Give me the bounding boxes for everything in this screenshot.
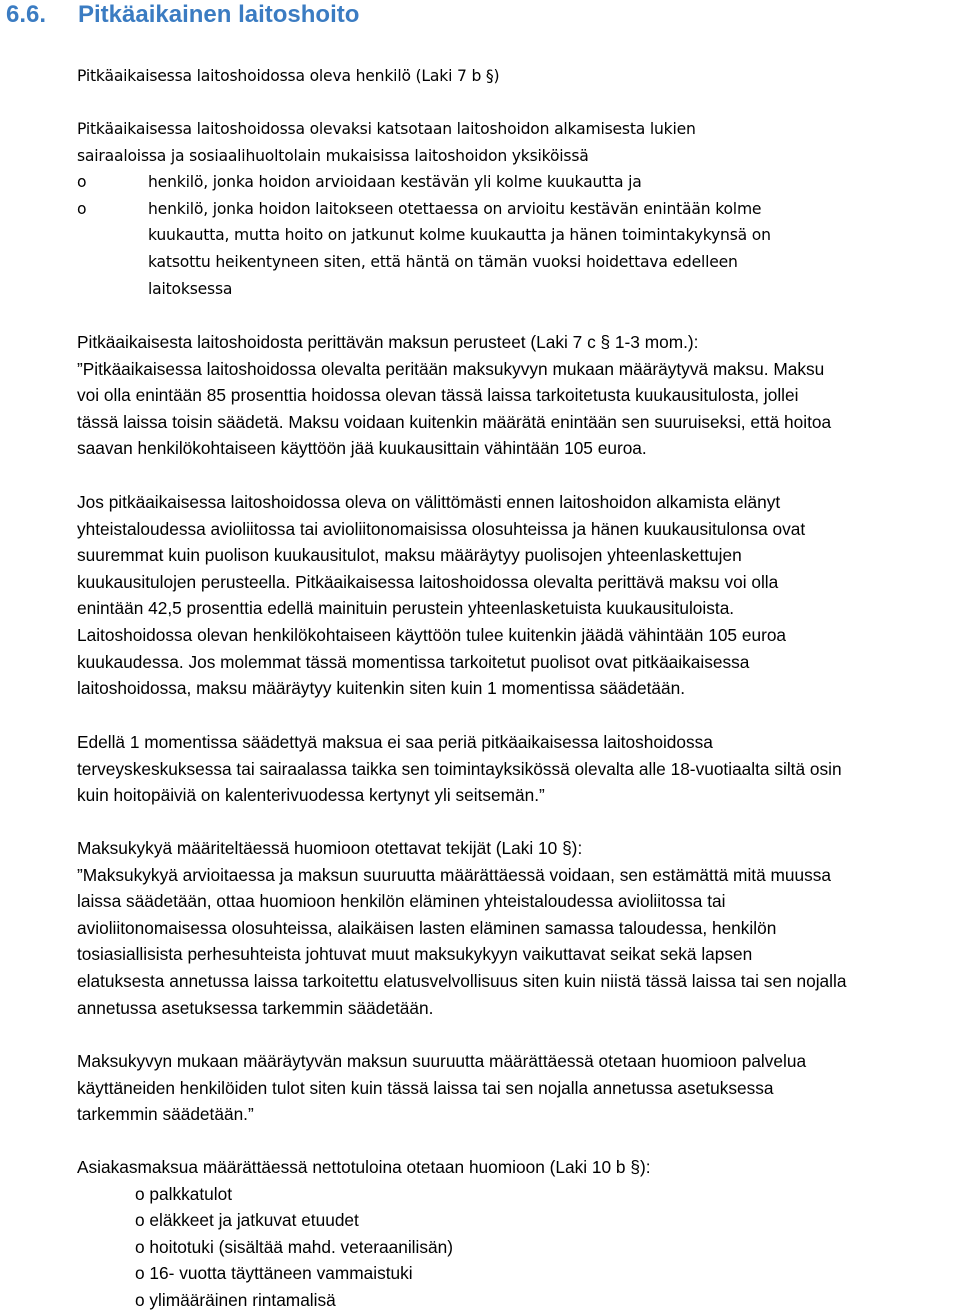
bullet-text: henkilö, jonka hoidon arvioidaan kestävän yli kolme kuukautta ja <box>148 173 642 192</box>
paragraph-income-consideration <box>77 1048 960 1128</box>
section-title: Pitkäaikainen laitoshoito <box>78 1 360 28</box>
paragraph-ability-to-pay <box>77 835 960 1021</box>
paragraph-net-income <box>77 1154 960 1314</box>
net-income-list <box>77 1181 960 1314</box>
text-line: enintään 42,5 prosenttia edellä mainituin perustein yhteenlasketuista kuukausituloista. <box>77 598 735 619</box>
text-line: Pitkäaikaisessa laitoshoidossa oleva henkilö (Laki 7 b §) <box>77 67 500 85</box>
text-line: yhteistaloudessa avioliitossa tai avioliitonomaisissa olosuhteissa ja hänen kuukausitulonsa ovat <box>77 518 806 539</box>
text-line: tarkemmin säädetään.” <box>77 1104 254 1125</box>
text-line: tosiasiallisista perhesuhteista johtuvat muut maksukykyyn vaikuttavat seikat sekä lapsen <box>77 944 753 965</box>
bullet-text: katsottu heikentyneen siten, että häntä on tämän vuoksi hoidettava edelleen <box>148 252 738 271</box>
bullet-marker: o <box>77 199 87 218</box>
text-line: suuremmat kuin puolison kuukausitulot, maksu määräytyy puolisojen yhteenlaskettujen <box>77 545 742 566</box>
text-line: saavan henkilökohtaiseen käyttöön jää kuukausittain vähintään 105 euroa. <box>77 438 647 459</box>
text-line: sairaaloissa ja sosiaalihuoltolain mukaisissa laitoshoidon yksiköissä <box>77 146 589 165</box>
text-line: Pitkäaikaisesta laitoshoidosta perittävän maksun perusteet (Laki 7 c § 1-3 mom.): <box>77 332 699 352</box>
text-line: laissa säädetään, ottaa huomioon henkilön eläminen yhteistaloudessa avioliitossa tai <box>77 891 726 912</box>
bullet-item <box>77 196 960 223</box>
list-item: o hoitotuki (sisältää mahd. veteraanilisän) <box>135 1236 453 1257</box>
paragraph-fee-basis <box>77 329 960 462</box>
text-line: Jos pitkäaikaisessa laitoshoidossa oleva on välittömästi ennen laitoshoidon alkamista elänyt <box>77 492 781 512</box>
list-item: o palkkatulot <box>135 1183 233 1204</box>
text-line: ”Pitkäaikaisessa laitoshoidossa olevalta peritään maksukyvyn mukaan määräytyvä maksu. Maksu <box>77 358 825 379</box>
text-line: laitoshoidossa, maksu määräytyy kuitenkin siten kuin 1 momentissa säädetään. <box>77 678 686 699</box>
text-line: tässä laissa toisin säädetä. Maksu voidaan kuitenkin määrätä enintään sen suuruiseksi, että hoitoa <box>77 411 832 432</box>
bullet-continuation <box>77 249 960 276</box>
text-line: avioliitonomaisessa olosuhteissa, alaikäisen lasten eläminen samassa taloudessa, henkilön <box>77 917 777 938</box>
text-line: Maksukykyä määriteltäessä huomioon otettavat tekijät (Laki 10 §): <box>77 838 583 858</box>
text-line: terveyskeskuksessa tai sairaalassa taikka sen toimintayksikössä olevalta alle 18-vuotiaalta siltä osin <box>77 758 842 779</box>
list-item: o ylimääräinen rintamalisä <box>135 1289 336 1310</box>
paragraph-minors <box>77 729 960 809</box>
text-line: kuukausitulojen perusteella. Pitkäaikaisessa laitoshoidossa olevalta perittävä maksu voi olla <box>77 571 779 592</box>
definition-paragraph <box>77 116 960 302</box>
section-number: 6.6. <box>6 1 47 28</box>
text-line: annetussa asetuksessa tarkemmin säädetään. <box>77 997 434 1018</box>
bullet-marker: o <box>77 173 87 192</box>
intro-paragraph <box>77 63 960 90</box>
list-item: o eläkkeet ja jatkuvat etuudet <box>135 1210 359 1231</box>
bullet-text: laitoksessa <box>148 279 233 298</box>
text-line: Laitoshoidossa olevan henkilökohtaiseen käyttöön tulee kuitenkin jäädä vähintään 105 euroa <box>77 624 787 645</box>
bullet-continuation <box>77 276 960 303</box>
list-item: o 16- vuotta täyttäneen vammaistuki <box>135 1263 413 1284</box>
bullet-item <box>77 169 960 196</box>
text-line: elatuksesta annetussa laissa tarkoitettu elatusvelvollisuus siten kuin niistä tässä laissa tai sen nojalla <box>77 970 847 991</box>
text-line: kuukaudessa. Jos molemmat tässä momentissa tarkoitetut puolisot ovat pitkäaikaisessa <box>77 651 750 672</box>
text-line: Maksukyvyn mukaan määräytyvän maksun suuruutta määrättäessä otetaan huomioon palvelua <box>77 1051 807 1071</box>
text-line: Pitkäaikaisessa laitoshoidossa olevaksi katsotaan laitoshoidon alkamisesta lukien <box>77 120 696 138</box>
text-line: Asiakasmaksua määrättäessä nettotuloina otetaan huomioon (Laki 10 b §): <box>77 1157 651 1177</box>
text-line: voi olla enintään 85 prosenttia hoidossa olevan tässä laissa tarkoitetusta kuukausitulosta, jollei <box>77 385 799 406</box>
text-line: kuin hoitopäiviä on kalenterivuodessa kertynyt yli seitsemän.” <box>77 785 545 806</box>
bullet-text: kuukautta, mutta hoito on jatkunut kolme kuukautta ja hänen toimintakykynsä on <box>148 226 771 245</box>
paragraph-spouse-income <box>77 489 960 702</box>
text-line: Edellä 1 momentissa säädettyä maksua ei saa periä pitkäaikaisessa laitoshoidossa <box>77 732 713 752</box>
bullet-continuation <box>77 222 960 249</box>
text-line: käyttäneiden henkilöiden tulot siten kuin tässä laissa tai sen nojalla annetussa asetuksessa <box>77 1077 774 1098</box>
section-heading <box>6 1 359 29</box>
text-line: ”Maksukykyä arvioitaessa ja maksun suuruutta määrättäessä voidaan, sen estämättä mitä muussa <box>77 864 832 885</box>
bullet-text: henkilö, jonka hoidon laitokseen otettaessa on arvioitu kestävän enintään kolme <box>148 199 762 218</box>
